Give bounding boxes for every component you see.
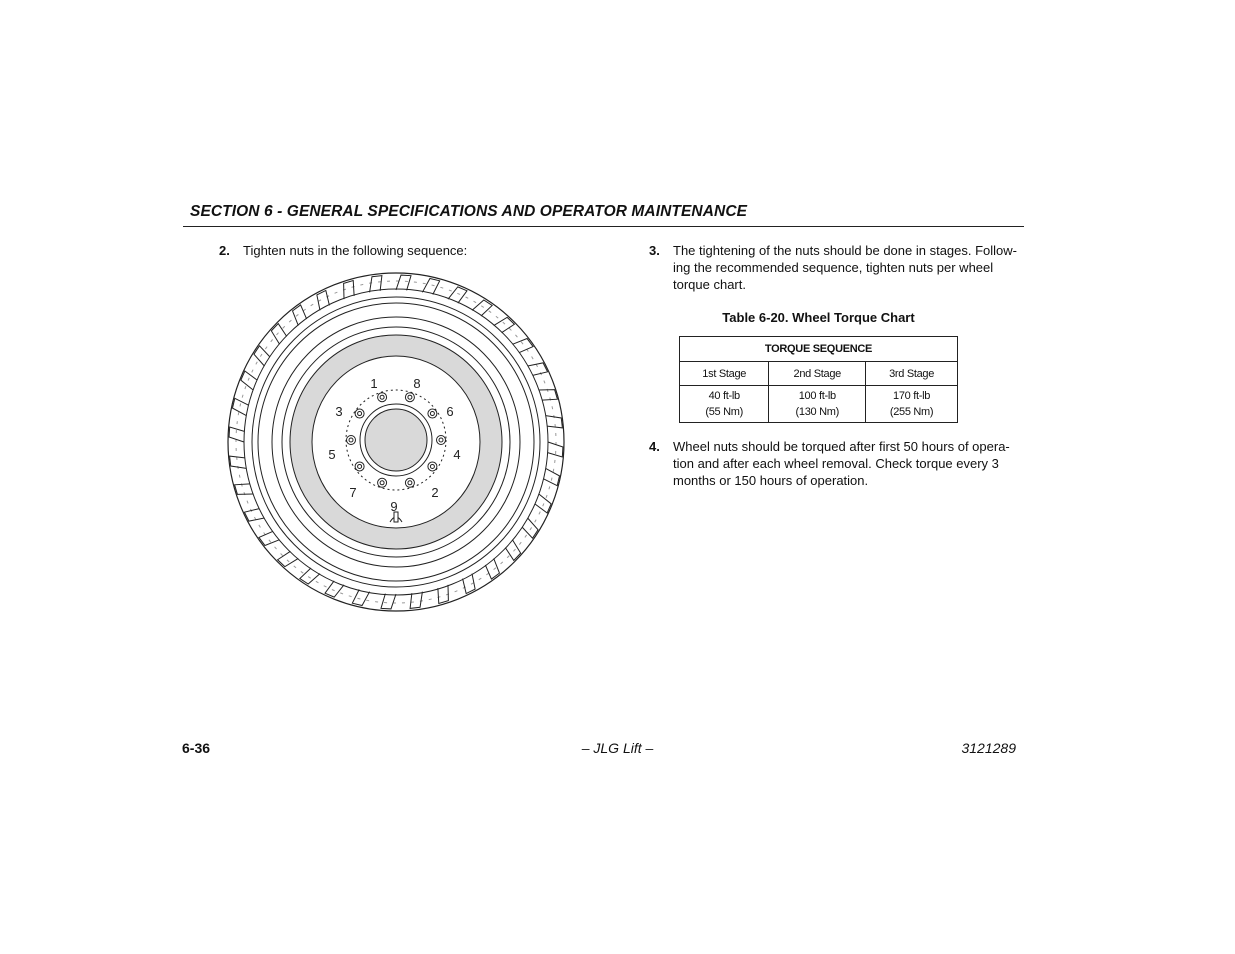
lug-nut bbox=[355, 409, 364, 418]
step-number: 3. bbox=[649, 243, 660, 258]
torque-imperial: 40 ft-lb bbox=[708, 390, 740, 402]
nut-label: 1 bbox=[370, 376, 378, 391]
step-number: 4. bbox=[649, 439, 660, 454]
torque-value-cell bbox=[866, 386, 958, 423]
nut-label: 9 bbox=[390, 499, 398, 514]
section-rule bbox=[183, 226, 1024, 227]
lug-nut bbox=[405, 478, 414, 487]
tread-lug bbox=[485, 558, 499, 579]
step-number: 2. bbox=[219, 243, 230, 258]
lug-nut bbox=[405, 393, 414, 402]
wheel-torque-table bbox=[679, 336, 958, 423]
tread-lug bbox=[410, 592, 422, 609]
lug-nut bbox=[378, 393, 387, 402]
tread-lug bbox=[244, 509, 264, 522]
tread-lug bbox=[229, 427, 244, 442]
lug-nut bbox=[437, 436, 446, 445]
wheel-nut-sequence-diagram bbox=[226, 272, 566, 614]
lug-nut bbox=[347, 436, 356, 445]
nut-label: 6 bbox=[446, 404, 454, 419]
stage-cell: 3rd Stage bbox=[866, 362, 958, 386]
stage-cell: 1st Stage bbox=[680, 362, 769, 386]
lug-nut bbox=[428, 462, 437, 471]
torque-value-cell bbox=[680, 386, 769, 423]
nut-label: 2 bbox=[431, 485, 439, 500]
torque-value-cell bbox=[769, 386, 866, 423]
tread-lug bbox=[241, 371, 257, 390]
tread-lug bbox=[370, 276, 382, 293]
tread-lug bbox=[381, 594, 396, 609]
footer-brand: – JLG Lift – bbox=[581, 740, 654, 756]
step-text: Wheel nuts should be torqued after first 50 hours of opera-tion and after each wheel removal. Check torque every 3 months or 150 hours of operation. bbox=[673, 439, 1010, 488]
tread-lug bbox=[396, 275, 411, 290]
table-header: TORQUE SEQUENCE bbox=[680, 337, 958, 362]
nut-label: 5 bbox=[328, 447, 336, 462]
page-number: 6-36 bbox=[182, 740, 211, 756]
tread-lug bbox=[232, 398, 248, 415]
nut-label: 3 bbox=[335, 404, 343, 419]
torque-metric: (55 Nm) bbox=[705, 406, 743, 418]
nut-label: 7 bbox=[349, 485, 357, 500]
tread-lug bbox=[543, 468, 559, 485]
lug-nut bbox=[355, 462, 364, 471]
table-caption: Table 6-20. Wheel Torque Chart bbox=[722, 310, 915, 325]
document-number: 3121289 bbox=[961, 740, 1016, 756]
torque-imperial: 100 ft-lb bbox=[798, 390, 836, 402]
section-title: SECTION 6 - GENERAL SPECIFICATIONS AND OPERATOR MAINTENANCE bbox=[190, 203, 748, 220]
step-text: Tighten nuts in the following sequence: bbox=[243, 243, 468, 258]
tread-lug bbox=[325, 581, 344, 597]
torque-metric: (255 Nm) bbox=[889, 406, 934, 418]
tread-lug bbox=[535, 494, 551, 513]
tread-lug bbox=[528, 363, 548, 376]
torque-imperial: 170 ft-lb bbox=[893, 390, 931, 402]
nut-label: 8 bbox=[413, 376, 421, 391]
lug-nut bbox=[428, 409, 437, 418]
lug-nut bbox=[378, 478, 387, 487]
nut-label: 4 bbox=[453, 447, 461, 462]
tread-lug bbox=[448, 287, 467, 303]
tread-lug bbox=[293, 305, 307, 326]
tread-lug bbox=[548, 442, 563, 457]
stage-cell: 2nd Stage bbox=[769, 362, 866, 386]
torque-metric: (130 Nm) bbox=[795, 406, 839, 418]
hub-inner bbox=[365, 409, 427, 471]
step-text: The tightening of the nuts should be done in stages. Follow-ing the recommended sequence, tighten nuts per wheel torque chart. bbox=[673, 243, 1017, 292]
